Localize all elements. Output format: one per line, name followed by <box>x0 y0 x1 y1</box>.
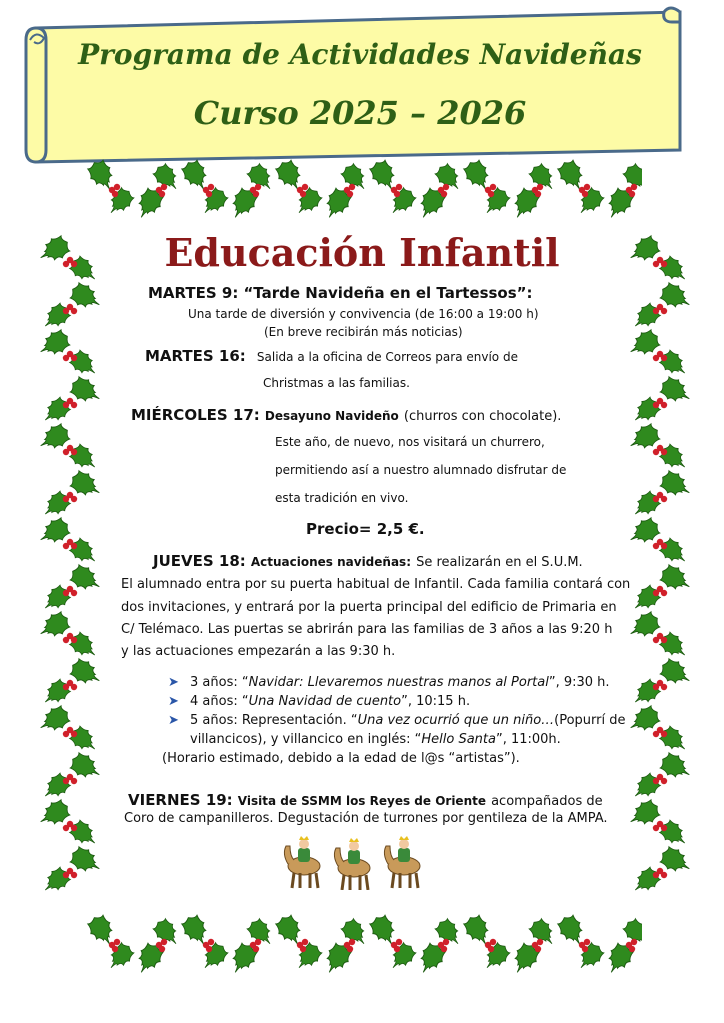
item-3-line2-post: ”, 11:00h. <box>495 732 561 747</box>
item-3-post: (Popurrí de <box>554 713 626 728</box>
item-2-post: ”, 10:15 h. <box>401 694 471 709</box>
tuesday-16-colon: : <box>239 347 246 365</box>
friday-19-text-2: Coro de campanilleros. Degustación de turrones por gentileza de la AMPA. <box>124 811 608 826</box>
wednesday-17-day: MIÉRCOLES 17: <box>131 406 260 424</box>
schedule-note: (Horario estimado, debido a la edad de l@s “artistas”). <box>162 751 520 766</box>
friday-19-event: Visita de SSMM los Reyes de Oriente <box>237 794 486 808</box>
list-item <box>190 675 610 690</box>
wednesday-17-event-note: (churros con chocolate). <box>403 409 562 424</box>
thursday-18-line <box>153 551 583 570</box>
thursday-18-event-note: Se realizarán en el S.U.M. <box>416 555 583 570</box>
item-3-pre: 5 años: Representación. “ <box>190 713 358 728</box>
holly-garland-bottom-icon <box>82 905 642 985</box>
arrow-bullet-icon: ➤ <box>168 675 179 690</box>
item-2-title: Una Navidad de cuento <box>248 694 402 709</box>
list-item <box>190 713 626 728</box>
title-line-2: Curso 2025 – 2026 <box>193 94 527 132</box>
wednesday-17-line <box>131 405 561 424</box>
holly-garland-right-icon <box>620 232 700 897</box>
price-label: Precio= 2,5 €. <box>306 520 425 538</box>
item-2-pre: 4 años: “ <box>190 694 249 709</box>
thursday-18-para-3: C/ Telémaco. Las puertas se abrirán para las familias de 3 años a las 9:20 h <box>121 622 613 637</box>
item-3-line2-title: Hello Santa <box>421 732 496 747</box>
thursday-18-event: Actuaciones navideñas: <box>250 555 411 569</box>
friday-19-day: VIERNES 19: <box>128 791 233 809</box>
item-3-title: Una vez ocurrió que un niño… <box>357 713 555 728</box>
wednesday-17-text-3: esta tradición en vivo. <box>275 491 409 505</box>
item-1-title: Navidar: Llevaremos nuestras manos al Portal <box>248 675 549 690</box>
thursday-18-para-1: El alumnado entra por su puerta habitual de Infantil. Cada familia contará con <box>121 577 631 592</box>
scroll-banner <box>0 0 724 170</box>
arrow-bullet-icon: ➤ <box>168 694 179 709</box>
tuesday-9-title: “Tarde Navideña en el Tartessos”: <box>243 284 533 302</box>
title-line-1: Programa de Actividades Navideñas <box>78 38 642 71</box>
friday-19-line <box>128 790 603 809</box>
tuesday-9-day: MARTES 9: <box>148 284 239 302</box>
holly-garland-left-icon <box>30 232 110 897</box>
tuesday-9-text-2: (En breve recibirán más noticias) <box>264 325 463 339</box>
friday-19-event-rest: acompañados de <box>491 794 603 809</box>
tuesday-16-line <box>145 346 518 365</box>
tuesday-9-line <box>148 283 533 302</box>
list-item-continuation <box>190 732 561 747</box>
item-1-post: ”, 9:30 h. <box>548 675 610 690</box>
item-1-pre: 3 años: “ <box>190 675 249 690</box>
tuesday-16-day: MARTES 16 <box>145 347 240 365</box>
three-kings-camels-icon <box>276 832 436 890</box>
tuesday-16-text-1: Salida a la oficina de Correos para envío de <box>256 350 518 364</box>
holly-garland-top-icon <box>82 150 642 230</box>
wednesday-17-text-2: permitiendo así a nuestro alumnado disfrutar de <box>275 463 567 477</box>
tuesday-16-text-2: Christmas a las familias. <box>263 376 410 390</box>
list-item <box>190 694 470 709</box>
arrow-bullet-icon: ➤ <box>168 713 179 728</box>
thursday-18-day: JUEVES 18: <box>153 552 246 570</box>
thursday-18-para-4: y las actuaciones empezarán a las 9:30 h. <box>121 644 396 659</box>
tuesday-9-text-1: Una tarde de diversión y convivencia (de 16:00 a 19:00 h) <box>188 307 539 321</box>
item-3-line2-pre: villancicos), y villancico en inglés: “ <box>190 732 422 747</box>
thursday-18-para-2: dos invitaciones, y entrará por la puerta principal del edificio de Primaria en <box>121 600 617 615</box>
wednesday-17-text-1: Este año, de nuevo, nos visitará un churrero, <box>275 435 545 449</box>
wednesday-17-event: Desayuno Navideño <box>264 409 399 423</box>
section-heading: Educación Infantil <box>164 230 560 275</box>
